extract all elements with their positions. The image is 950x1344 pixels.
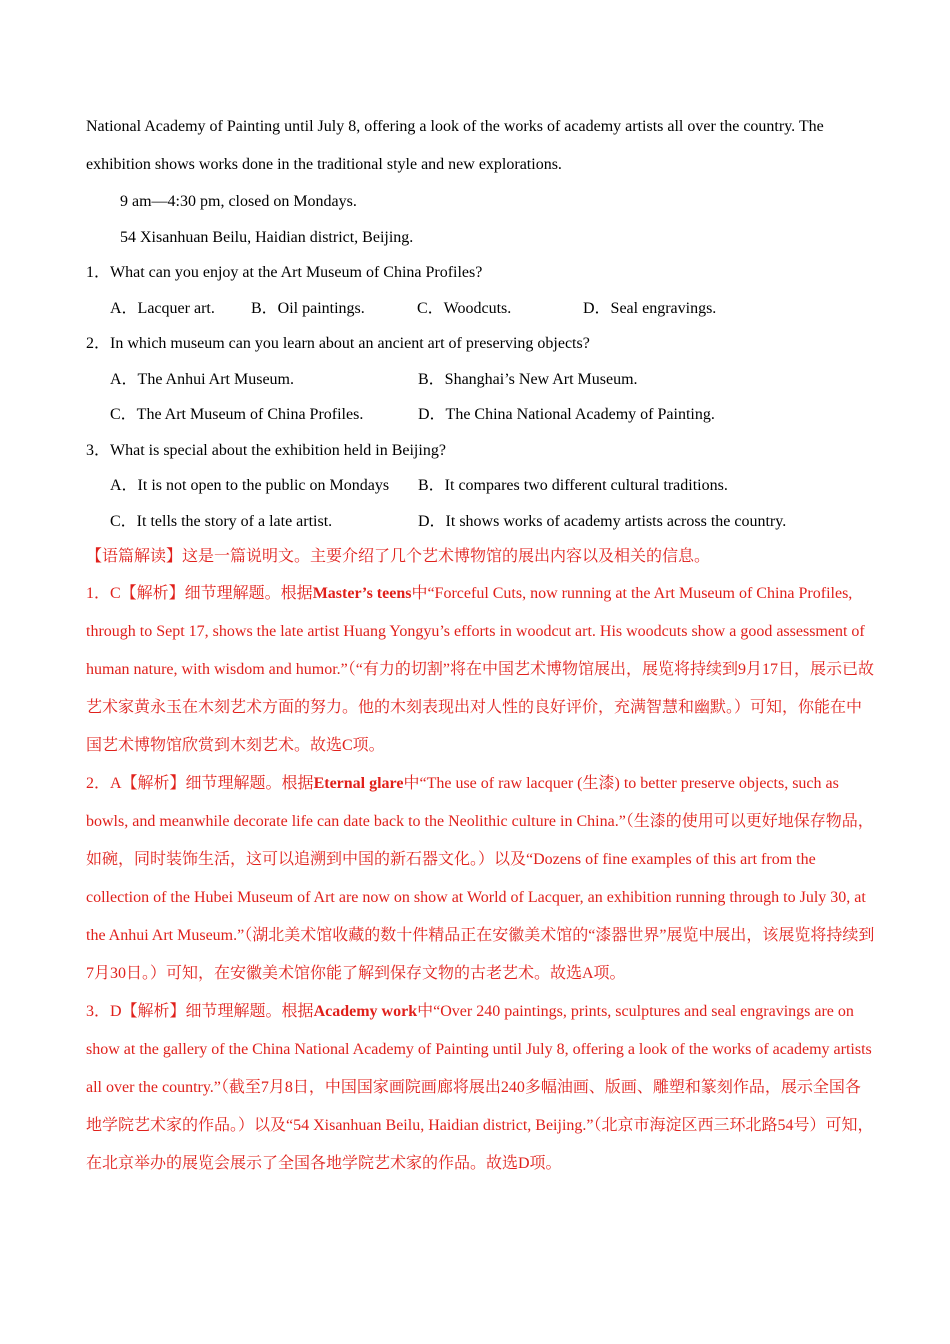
answer-1-body: 中“Forceful Cuts, now running at the Art Museum of China Profiles, through to Sept 17, shows the late artist Huang Yongyu’s efforts in woodcut art. His woodcuts show a good assessment of human nature, with wisdom and humor.”（“有力的切割”将在中国艺术博物馆展出，展览将持续到9月17日，展示已故艺术家黄永玉在木刻艺术方面的努力。他的木刻表现出对人性的良好评价，充满智慧和幽默。）可知，你能在中国艺术博物馆欣赏到木刻艺术。故选C项。	[86, 584, 874, 754]
question-3-options-row2	[86, 504, 876, 540]
answer-2-keyword: Eternal glare	[313, 774, 404, 792]
question-2-options-row2	[86, 397, 876, 433]
q1-option-a: A．Lacquer art.	[110, 299, 215, 317]
q2-option-b: B．Shanghai’s New Art Museum.	[418, 370, 638, 388]
q1-option-b: B．Oil paintings.	[251, 299, 365, 317]
answer-2	[86, 765, 876, 993]
answer-3-keyword: Academy work	[313, 1002, 418, 1020]
q2-option-d: D．The China National Academy of Painting.	[418, 406, 715, 423]
question-1-stem: 1．What can you enjoy at the Art Museum of China Profiles?	[86, 264, 483, 281]
q1-option-c: C．Woodcuts.	[417, 299, 512, 317]
q2-option-a: A．The Anhui Art Museum.	[110, 370, 294, 388]
answer-3-body: 中“Over 240 paintings, prints, sculptures and seal engravings are on show at the gallery of the China National Academy of Painting until July 8, offering a look of the works of academy artists all over the country.”（截至7月8日，中国国家画院画廊将展出240多幅油画、版画、雕塑和篆刻作品，展示全国各地学院艺术家的作品。）以及“54 Xisanhuan Beilu, Haidian district, Beijing.”（北京市海淀区西三环北路54号）可知，在北京举办的展览会展示了全国各地学院艺术家的作品。故选D项。	[86, 1002, 874, 1172]
answer-2-body: 中“The use of raw lacquer (生漆) to better preserve objects, such as bowls, and meanwhile decorate life can date back to the Neolithic culture in China.”（生漆的使用可以更好地保存物品，如碗，同时装饰生活，这可以追溯到中国的新石器文化。）以及“Dozens of fine examples of this art from the collection of the Hubei Museum of Art are now on show at World of Lacquer, an exhibition running through to July 30, at the Anhui Art Museum.”（湖北美术馆收藏的数十件精品正在安徽美术馆的“漆器世界”展览中展出，该展览将持续到7月30日。）可知，在安徽美术馆你能了解到保存文物的古老艺术。故选A项。	[86, 774, 875, 982]
question-3-options-row1	[86, 468, 876, 504]
passage-continuation: National Academy of Painting until July 8, offering a look of the works of academy artists all over the country. The exhibition shows works done in the traditional style and new explorations.	[86, 118, 824, 173]
question-2-options-row1	[86, 362, 876, 398]
question-2-stem: 2．In which museum can you learn about an ancient art of preserving objects?	[86, 335, 590, 352]
answer-2-prefix: 2．A【解析】细节理解题。根据	[86, 774, 314, 792]
exhibition-hours: 9 am—4:30 pm, closed on Mondays.	[120, 193, 357, 210]
answer-1-prefix: 1．C【解析】细节理解题。根据	[86, 584, 313, 602]
q3-option-c: C．It tells the story of a late artist.	[110, 512, 333, 530]
analysis-intro: 【语篇解读】这是一篇说明文。主要介绍了几个艺术博物馆的展出内容以及相关的信息。	[86, 548, 711, 565]
q2-option-c: C．The Art Museum of China Profiles.	[110, 406, 364, 423]
q3-option-b: B．It compares two different cultural traditions.	[418, 477, 728, 494]
answer-1-keyword: Master’s teens	[312, 584, 412, 602]
q3-option-a: A．It is not open to the public on Mondays	[110, 477, 390, 494]
exhibition-address: 54 Xisanhuan Beilu, Haidian district, Beijing.	[120, 228, 414, 246]
answer-1	[86, 575, 876, 765]
question-1-options	[86, 291, 876, 327]
q3-option-d: D．It shows works of academy artists across the country.	[418, 512, 787, 530]
answer-3	[86, 993, 876, 1183]
answer-3-prefix: 3．D【解析】细节理解题。根据	[86, 1002, 314, 1020]
document-page	[86, 108, 876, 1183]
q1-option-d: D．Seal engravings.	[583, 299, 717, 317]
question-3-stem: 3．What is special about the exhibition held in Beijing?	[86, 441, 446, 459]
